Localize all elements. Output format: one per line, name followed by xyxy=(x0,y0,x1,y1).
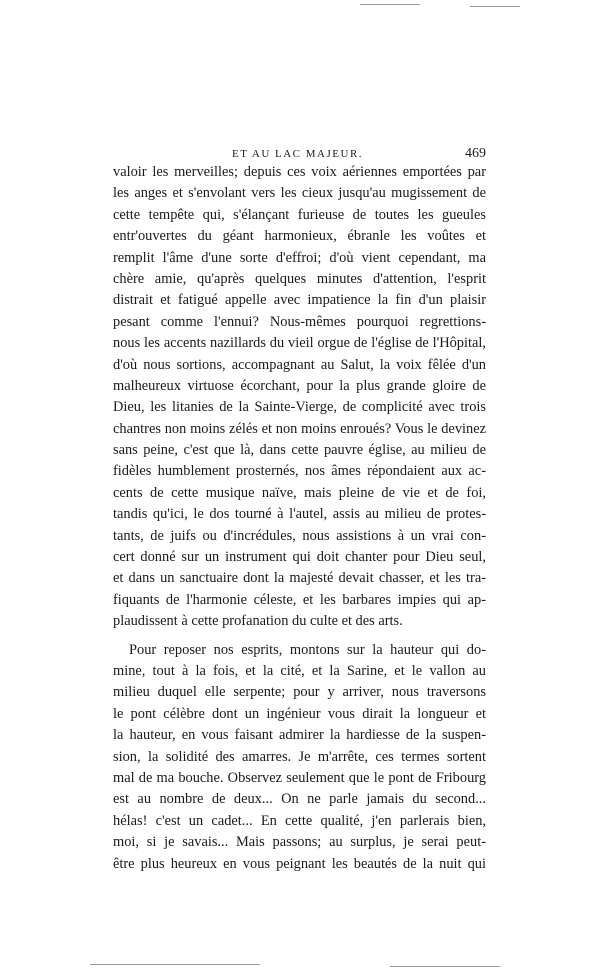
text-line: le pont célèbre dont un ingénieur vous dirait la longueur et xyxy=(113,705,486,722)
text-line: distrait et fatigué appelle avec impatience la fin d'un plaisir xyxy=(113,292,486,309)
text-line: mine, tout à la fois, et la cité, et la Sarine, et le vallon au xyxy=(113,662,486,679)
text-line: fiquants de l'harmonie céleste, et les barbares impies qui ap- xyxy=(113,591,486,608)
scan-edge-mark xyxy=(470,6,520,7)
text-line: entr'ouvertes du géant harmonieux, ébranle les voûtes et xyxy=(113,228,486,245)
paragraph-1 xyxy=(113,162,486,633)
text-line: mal de ma bouche. Observez seulement que le pont de Fribourg xyxy=(113,769,486,786)
text-line: moi, si je savais... Mais passons; au surplus, je serai peut- xyxy=(113,834,486,851)
text-line: valoir les merveilles; depuis ces voix aériennes emportées par xyxy=(113,164,486,180)
text-line: remplit l'âme d'une sorte d'effroi; d'où vient cependant, ma xyxy=(113,249,486,266)
scan-edge-mark xyxy=(90,964,260,965)
body-text xyxy=(113,162,486,875)
text-line: les anges et s'envolant vers les cieux jusqu'au mugissement de xyxy=(113,185,486,202)
text-line: fidèles humblement prosternés, nos âmes répondaient aux ac- xyxy=(113,463,486,480)
scan-edge-mark xyxy=(360,4,420,5)
text-line: d'où nous sortions, accompagnant au Salut, la voix fêlée d'un xyxy=(113,356,486,373)
page-number: 469 xyxy=(465,146,486,161)
text-line: tandis qu'ici, le dos tourné à l'autel, assis au milieu de protes- xyxy=(113,506,486,523)
text-line: tants, de juifs ou d'incrédules, nous assistions à un vrai con- xyxy=(113,527,486,544)
text-line: cents de cette musique naïve, mais pleine de vie et de foi, xyxy=(113,484,486,501)
text-line: et dans un sanctuaire dont la majesté devait chasser, et les tra- xyxy=(113,570,486,587)
paragraph-2 xyxy=(113,640,486,875)
text-line: Pour reposer nos esprits, montons sur la hauteur qui do- xyxy=(129,641,486,658)
text-line: chère amie, qu'après quelques minutes d'attention, l'esprit xyxy=(113,270,486,287)
text-line: être plus heureux en vous peignant les beautés de la nuit qui xyxy=(113,855,486,872)
running-title: ET AU LAC MAJEUR. xyxy=(232,148,364,160)
text-line: malheureux virtuose écorchant, pour la plus grande gloire de xyxy=(113,377,486,394)
text-line: cette tempête qui, s'élançant furieuse de toutes les gueules xyxy=(113,206,486,223)
text-line: plaudissent à cette profanation du culte et des arts. xyxy=(113,613,403,630)
text-line: est au nombre de deux... On ne parle jamais du second... xyxy=(113,791,486,808)
text-line: cert donné sur un instrument qui doit chanter pour Dieu seul, xyxy=(113,549,486,566)
text-line: sion, la solidité des amarres. Je m'arrête, ces termes sortent xyxy=(113,748,486,765)
text-line: Dieu, les litanies de la Sainte-Vierge, de complicité avec trois xyxy=(113,399,486,416)
scan-edge-mark xyxy=(390,966,500,967)
text-line: la hauteur, en vous faisant admirer la hardiesse de la suspen- xyxy=(113,727,486,744)
text-line: hélas! c'est un cadet... En cette qualité, j'en parlerais bien, xyxy=(113,812,486,829)
text-line: pesant comme l'ennui? Nous-mêmes pourquoi regrettions- xyxy=(113,313,486,330)
paragraph-gap xyxy=(113,633,486,640)
text-line: nous les accents nazillards du vieil orgue de l'église de l'Hôpital, xyxy=(113,335,486,352)
text-line: sans peine, c'est que là, dans cette pauvre église, au milieu de xyxy=(113,442,486,459)
text-line: milieu duquel elle serpente; pour y arriver, nous traversons xyxy=(113,684,486,701)
text-line: chantres non moins zélés et non moins enroués? Vous le devinez xyxy=(113,420,486,437)
